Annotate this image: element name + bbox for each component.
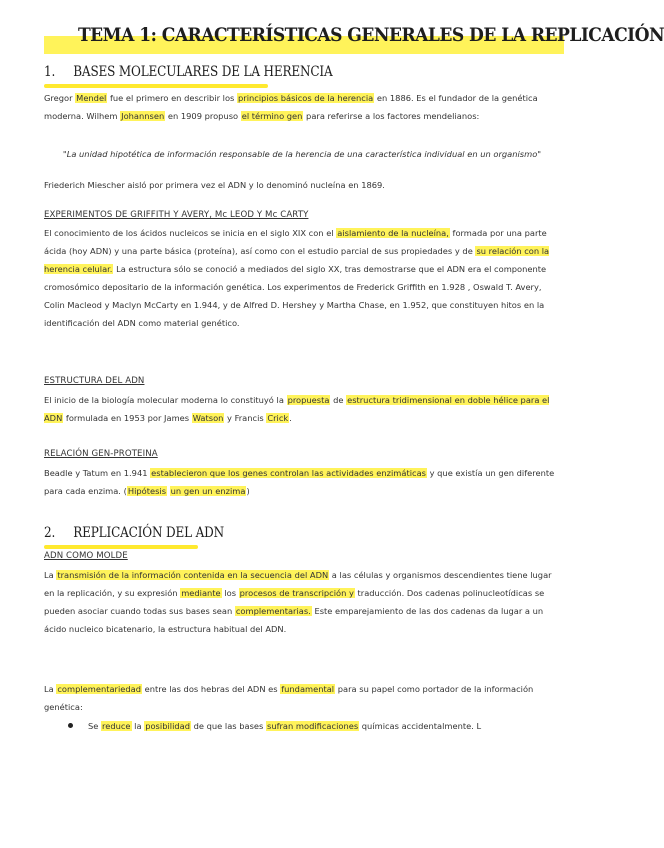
highlight: fundamental bbox=[281, 684, 335, 694]
section-1-title: BASES MOLECULARES DE LA HERENCIA bbox=[73, 64, 333, 80]
subheading-experiments: EXPERIMENTOS DE GRIFFITH Y AVERY, Mc LEOD Y Mc CARTY bbox=[44, 210, 309, 220]
section-2-title: REPLICACIÓN DEL ADN bbox=[73, 525, 224, 541]
paragraph-experiments bbox=[44, 224, 560, 332]
section-1-heading bbox=[44, 64, 332, 80]
text: Gregor bbox=[44, 93, 76, 103]
paragraph-dna-structure bbox=[44, 391, 560, 427]
subheading-dna-structure: ESTRUCTURA DEL ADN bbox=[44, 376, 145, 386]
section-2-heading bbox=[44, 525, 224, 541]
highlight: Mendel bbox=[76, 93, 107, 103]
text: y que existía un gen diferente para cada enzima. ( bbox=[44, 468, 555, 496]
text: El inicio de la biología molecular moderna lo constituyó la bbox=[44, 395, 287, 405]
text: de que las bases bbox=[191, 721, 267, 731]
text: El conocimiento de los ácidos nucleicos se inicia en el siglo XIX con el bbox=[44, 228, 337, 238]
text: fue el primero en describir los bbox=[107, 93, 238, 103]
text: Se bbox=[88, 721, 102, 731]
text: la bbox=[131, 721, 145, 731]
text: . bbox=[289, 413, 292, 423]
highlight: Crick bbox=[267, 413, 289, 423]
text: La bbox=[44, 684, 57, 694]
text: formada por una parte ácida (hoy ADN) y una parte básica (proteína), así como con el estudio parcial de sus propiedades y de bbox=[44, 228, 547, 256]
highlight: Watson bbox=[192, 413, 224, 423]
text: y Francis bbox=[224, 413, 267, 423]
page-title: TEMA 1: CARACTERÍSTICAS GENERALES DE LA REPLICACIÓN bbox=[78, 24, 664, 46]
text: La estructura sólo se conoció a mediados del siglo XX, tras demostrarse que el ADN era el componente cromosómico depositario de la información genética. Los experimentos de Frederick Griffith en 1.928 , Oswald T. Avery, Colin Macleod y Maclyn McCarty en 1.944, y de Alfred D. Hershey y Martha Chase, en 1.952, que constituyen hitos en la identificación del ADN como material genético. bbox=[44, 264, 547, 328]
highlight: posibilidad bbox=[145, 721, 190, 731]
text: Beadle y Tatum en 1.941 bbox=[44, 468, 151, 478]
paragraph-miescher: Friederich Miescher aisló por primera vez el ADN y lo denominó nucleína en 1869. bbox=[44, 180, 385, 190]
text: los bbox=[221, 588, 239, 598]
highlight: sufran modificaciones bbox=[267, 721, 359, 731]
text: en 1886. Es el fundador de la genética moderna. Wilhem bbox=[44, 93, 538, 121]
paragraph-mendel bbox=[44, 89, 560, 125]
text: entre las dos hebras del ADN es bbox=[141, 684, 281, 694]
highlight: procesos de transcripción y bbox=[239, 588, 354, 598]
paragraph-dna-template bbox=[44, 566, 560, 638]
text: ) bbox=[246, 486, 250, 496]
highlight: su relación con la herencia celular. bbox=[44, 246, 550, 274]
highlight: mediante bbox=[181, 588, 221, 598]
text: formulada en 1953 por James bbox=[63, 413, 192, 423]
highlight: reduce bbox=[102, 721, 131, 731]
text: La bbox=[44, 570, 57, 580]
highlight: un gen un enzima bbox=[170, 486, 246, 496]
paragraph-complementarity bbox=[44, 680, 560, 716]
text: Este emparejamiento de las dos cadenas da lugar a un ácido nucleico bicatenario, la estructura habitual del ADN. bbox=[44, 606, 544, 634]
text: de bbox=[330, 395, 347, 405]
highlight: complementariedad bbox=[57, 684, 141, 694]
subheading-dna-template: ADN COMO MOLDE bbox=[44, 551, 128, 561]
text: para su papel como portador de la información genética: bbox=[44, 684, 534, 712]
highlight: Hipótesis bbox=[127, 486, 167, 496]
section-2-number: 2. bbox=[44, 525, 56, 541]
text: en 1909 propuso bbox=[165, 111, 241, 121]
highlight: aislamiento de la nucleína, bbox=[337, 228, 449, 238]
text: químicas accidentalmente. L bbox=[359, 721, 482, 731]
section-1-underline bbox=[44, 84, 268, 88]
section-2-underline bbox=[44, 545, 198, 549]
highlight: el término gen bbox=[241, 111, 303, 121]
text: traducción. Dos cadenas polinucleotídicas se pueden asociar cuando todas sus bases sean bbox=[44, 588, 545, 616]
section-1-number: 1. bbox=[44, 64, 56, 80]
text: a las células y organismos descendientes tiene lugar en la replicación, y su expresión bbox=[44, 570, 552, 598]
highlight: propuesta bbox=[287, 395, 330, 405]
highlight: complementarias. bbox=[235, 606, 311, 616]
bullet-icon bbox=[68, 723, 73, 728]
text: para referirse a los factores mendelianos: bbox=[303, 111, 480, 121]
page-title-block bbox=[44, 24, 664, 56]
highlight: estructura tridimensional en doble hélice para el ADN bbox=[44, 395, 550, 423]
paragraph-gene-protein bbox=[44, 464, 560, 500]
highlight: establecieron que los genes controlan las actividades enzimáticas bbox=[151, 468, 426, 478]
highlight: Johannsen bbox=[121, 111, 165, 121]
highlight: transmisión de la información contenida en la secuencia del ADN bbox=[57, 570, 329, 580]
bullet-item bbox=[88, 717, 558, 735]
gene-definition-quote: "La unidad hipotética de información responsable de la herencia de una característica individual en un organismo" bbox=[62, 149, 542, 159]
subheading-gene-protein: RELACIÓN GEN-PROTEINA bbox=[44, 449, 158, 459]
highlight: principios básicos de la herencia bbox=[238, 93, 374, 103]
